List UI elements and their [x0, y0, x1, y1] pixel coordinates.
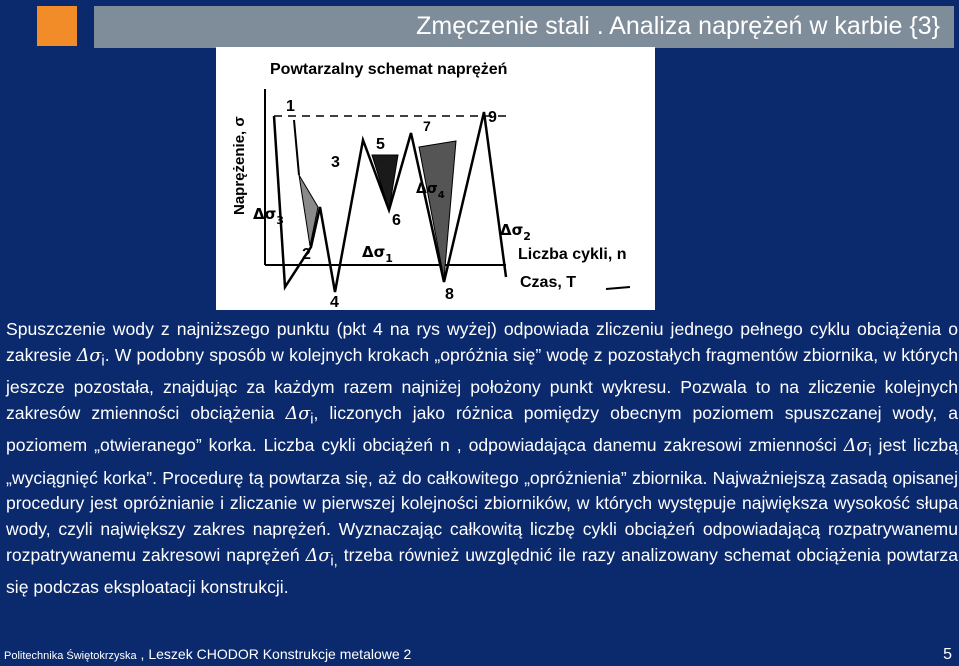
accent-square [37, 6, 77, 46]
delta-sigma-symbol-3: Δσ [843, 436, 869, 457]
point-label-4: 4 [330, 294, 339, 310]
paragraph [6, 317, 958, 601]
text-segment-5: trzeba również uwzględnić ile razy analizowany schemat obciążenia powtarza się podczas eksploatacji konstrukcji. [6, 544, 958, 598]
slide-title: Zmęczenie stali . Analiza naprężeń w karbie {3} [416, 12, 940, 40]
subscript-1: i [101, 353, 105, 370]
text-segment-2: . W podobny sposób w kolejnych krokach „opróżnia się” wodę z pozostałych fragmentów zbiornika, w których jeszcze pozostała, znajdując za każdym razem najniżej położony punkt wykresu. Pozwala to na zliczenie kolejnych zakresów zmienności obciążenia [6, 344, 958, 423]
stress-path-a [294, 120, 299, 175]
subscript-3: i [868, 443, 872, 460]
point-label-7: 7 [423, 118, 431, 134]
delta-sigma-symbol-1: Δσ [76, 345, 102, 366]
delta-sigma-symbol-2: Δσ [285, 403, 311, 424]
y-axis-label: Naprężenie, σ [231, 116, 248, 215]
delta-sigma-4-label: $\Delta\sigma_4$ [416, 181, 445, 201]
delta-sigma-2-label: $\Delta\sigma_2$ [500, 221, 531, 243]
body-paragraph [6, 317, 958, 601]
point-label-5: 5 [376, 136, 385, 153]
point-label-2: 2 [302, 246, 311, 263]
subscript-2: i [310, 411, 314, 428]
x-axis-label-time: Czas, T [520, 274, 577, 291]
footer-institution: Politechnika Świętokrzyska [4, 650, 137, 662]
point-label-6: 6 [392, 212, 401, 229]
footer-separator: , [136, 646, 149, 662]
delta-sigma-1-label: $\Delta\sigma_1$ [362, 243, 393, 265]
point-label-8: 8 [445, 286, 454, 303]
text-segment-1: Spuszczenie wody z najniższego punktu (pkt 4 na rys wyżej) odpowiada zliczeniu jednego pełnego cyklu obciążenia o zakresie [6, 319, 958, 365]
subscript-4: i, [330, 553, 338, 570]
point-label-3: 3 [331, 154, 340, 171]
footer-author: Leszek CHODOR [148, 646, 259, 662]
footer-course: Konstrukcje metalowe 2 [258, 646, 412, 662]
stress-diagram-figure [216, 47, 655, 310]
x-axis-label-cycles: Liczba cykli, n [518, 246, 627, 263]
stress-diagram [216, 47, 655, 310]
text-segment-4: jest liczbą „wyciągnięć korka”. Procedurę tą powtarza się, aż do całkowitego „opróżnienia” zbiornika. Najważniejszą zasadą opisanej procedury jest opróżnianie i zliczanie w pierwszej kolejności zbiorników, w których występuje największa wysokość słupa wody, czyli największy zakres naprężeń. Wyznaczając całkowitą liczbę cykli obciążeń odpowiadającą rozpatrywanemu rozpatrywanemu zakresowi naprężeń [6, 435, 958, 565]
page-number: 5 [943, 646, 952, 663]
delta-sigma-symbol-4: Δσ [305, 545, 331, 566]
cycle-3-area [299, 175, 318, 246]
point-label-1: 1 [286, 98, 295, 115]
footer [4, 646, 956, 666]
delta-sigma-3-label: $\Delta\sigma_3$ [253, 205, 284, 227]
diagram-heading: Powtarzalny schemat naprężeń [270, 61, 508, 78]
title-bar [94, 6, 954, 48]
text-segment-3: , liczonych jako różnica pomiędzy obecnym poziomem spuszczanej wody, a poziomem „otwieranego” korka. Liczba cykli obciążeń n , odpowiadająca danemu zakresowi zmienności [6, 402, 958, 456]
point-label-9: 9 [488, 109, 497, 126]
time-arrow [606, 287, 630, 289]
